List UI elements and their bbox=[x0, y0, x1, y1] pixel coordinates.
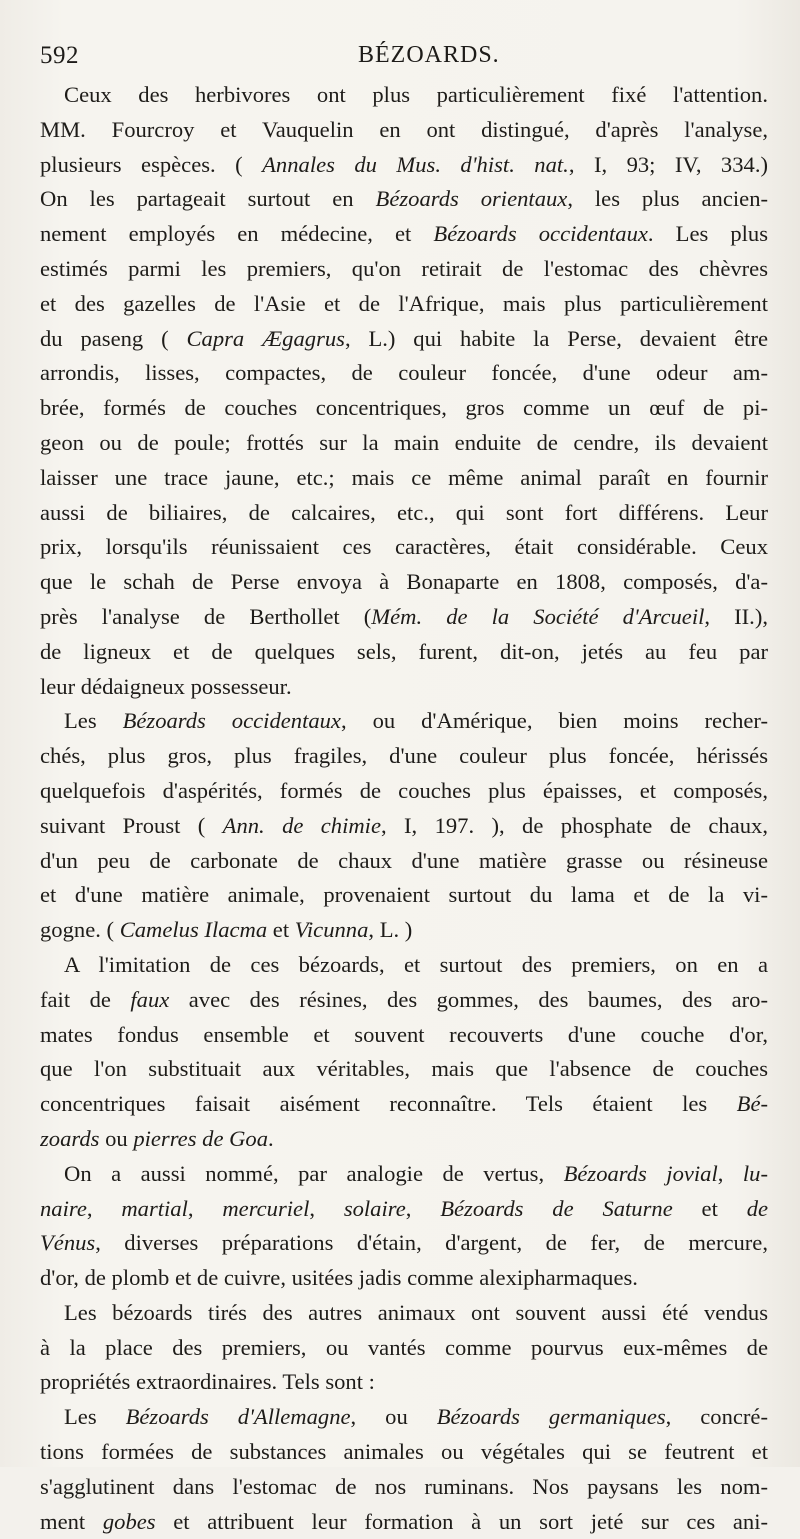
text-segment: gogne. ( bbox=[40, 917, 120, 943]
text-segment: que l'on substituait aux véritables, mais que l'absence de couches bbox=[40, 1056, 768, 1082]
text-segment: et bbox=[672, 1195, 747, 1221]
text-segment: , bbox=[309, 1195, 344, 1221]
text-line bbox=[40, 1192, 768, 1227]
text-segment: fait de bbox=[40, 986, 131, 1012]
italic-text: Bézoards occidentaux bbox=[122, 708, 341, 734]
text-segment: ou bbox=[99, 1125, 134, 1151]
text-segment: , II.), bbox=[704, 603, 768, 629]
text-line bbox=[40, 217, 768, 252]
italic-text: mercuriel bbox=[222, 1195, 310, 1221]
text-segment: , bbox=[717, 1160, 743, 1186]
text-segment: estimés parmi les premiers, qu'on retirait de l'estomac des chèvres bbox=[40, 255, 768, 281]
text-line bbox=[40, 739, 768, 774]
text-segment: chés, plus gros, plus fragiles, d'une couleur plus foncée, hérissés bbox=[40, 743, 768, 769]
text-segment: , concré- bbox=[665, 1404, 768, 1430]
text-line bbox=[40, 1505, 768, 1539]
text-line bbox=[40, 530, 768, 565]
text-line bbox=[40, 182, 768, 217]
text-line bbox=[40, 322, 768, 357]
text-segment: . Les plus bbox=[647, 221, 768, 247]
text-line bbox=[40, 913, 768, 948]
text-line bbox=[40, 1365, 768, 1400]
text-segment: arrondis, lisses, compactes, de couleur foncée, d'une odeur am- bbox=[40, 360, 768, 386]
text-line bbox=[40, 983, 768, 1018]
italic-text: faux bbox=[130, 986, 170, 1012]
italic-text: Camelus Ilacma bbox=[119, 917, 268, 943]
body-text bbox=[40, 78, 768, 1539]
text-segment: MM. Fourcroy et Vauquelin en ont distingué, d'après l'analyse, bbox=[40, 116, 768, 142]
text-line bbox=[40, 1122, 768, 1157]
page-header bbox=[40, 42, 770, 78]
text-line bbox=[40, 1087, 768, 1122]
text-line bbox=[40, 78, 768, 113]
text-segment: , I, 93; IV, 334.) bbox=[568, 151, 768, 177]
text-segment: quelquefois d'aspérités, formés de couches plus épaisses, et composés, bbox=[40, 777, 768, 803]
text-line bbox=[40, 113, 768, 148]
italic-text: Bézoards orientaux bbox=[375, 186, 568, 212]
text-line bbox=[40, 635, 768, 670]
text-line bbox=[40, 252, 768, 287]
text-segment: , L. ) bbox=[368, 917, 413, 943]
text-line bbox=[40, 148, 768, 183]
text-segment: geon ou de poule; frottés sur la main enduite de cendre, ils devaient bbox=[40, 429, 768, 455]
text-line bbox=[40, 878, 768, 913]
italic-text: de bbox=[746, 1195, 768, 1221]
text-line bbox=[40, 670, 768, 705]
text-segment: Les bbox=[64, 1404, 126, 1430]
text-segment: concentriques faisait aisément reconnaître. Tels étaient les bbox=[40, 1091, 737, 1117]
text-segment: s'agglutinent dans l'estomac de nos ruminans. Nos paysans les nom- bbox=[40, 1473, 768, 1499]
text-segment: , bbox=[86, 1195, 122, 1221]
text-segment: , L.) qui habite la Perse, devaient être bbox=[344, 325, 768, 351]
text-segment: On a aussi nommé, par analogie de vertus, bbox=[64, 1160, 564, 1186]
text-line bbox=[40, 844, 768, 879]
text-line bbox=[40, 1470, 768, 1505]
italic-text: Annales du Mus. d'hist. nat. bbox=[262, 151, 569, 177]
text-segment: du paseng ( bbox=[40, 325, 187, 351]
text-segment: brée, formés de couches concentriques, gros comme un œuf de pi- bbox=[40, 395, 768, 421]
text-segment: propriétés extraordinaires. Tels sont : bbox=[40, 1369, 375, 1395]
italic-text: gobes bbox=[102, 1508, 156, 1534]
page-number: 592 bbox=[40, 42, 79, 69]
italic-text: naire bbox=[40, 1195, 87, 1221]
text-line bbox=[40, 704, 768, 739]
text-segment: nement employés en médecine, et bbox=[40, 221, 434, 247]
text-line bbox=[40, 1226, 768, 1261]
italic-text: Mém. de la Société d'Arcueil bbox=[371, 603, 705, 629]
text-line bbox=[40, 287, 768, 322]
text-line bbox=[40, 565, 768, 600]
text-line bbox=[40, 1157, 768, 1192]
italic-text: Bézoards germaniques bbox=[436, 1404, 666, 1430]
text-line bbox=[40, 426, 768, 461]
text-line bbox=[40, 1018, 768, 1053]
italic-text: lu- bbox=[742, 1160, 768, 1186]
italic-text: martial bbox=[121, 1195, 188, 1221]
text-segment: d'un peu de carbonate de chaux d'une matière grasse ou résineuse bbox=[40, 847, 768, 873]
text-segment: et des gazelles de l'Asie et de l'Afrique, mais plus particulièrement bbox=[40, 290, 768, 316]
text-segment: et attribuent leur formation à un sort jeté sur ces ani- bbox=[155, 1508, 768, 1534]
italic-text: Ann. de chimie bbox=[222, 812, 381, 838]
text-segment: Ceux des herbivores ont plus particulièrement fixé l'attention. bbox=[64, 82, 768, 107]
text-line bbox=[40, 774, 768, 809]
text-segment: A l'imitation de ces bézoards, et surtout des premiers, on en a bbox=[64, 951, 768, 977]
text-segment: à la place des premiers, ou vantés comme pourvus eux-mêmes de bbox=[40, 1334, 768, 1360]
italic-text: solaire bbox=[343, 1195, 406, 1221]
text-segment: mates fondus ensemble et souvent recouverts d'une couche d'or, bbox=[40, 1021, 768, 1047]
text-segment: , les plus ancien- bbox=[567, 186, 768, 212]
italic-text: zoards bbox=[40, 1125, 100, 1151]
text-segment: Les bbox=[64, 708, 123, 734]
text-segment: , ou bbox=[350, 1404, 437, 1430]
text-segment: , I, 197. ), de phosphate de chaux, bbox=[381, 812, 768, 838]
text-segment: et d'une matière animale, provenaient surtout du lama et de la vi- bbox=[40, 882, 768, 908]
text-segment: tions formées de substances animales ou végétales qui se feutrent et bbox=[40, 1439, 768, 1465]
text-segment: ment bbox=[40, 1508, 103, 1534]
text-segment: Les bézoards tirés des autres animaux ont souvent aussi été vendus bbox=[64, 1299, 768, 1325]
italic-text: Bézoards de Saturne bbox=[440, 1195, 673, 1221]
text-segment: suivant Proust ( bbox=[40, 812, 223, 838]
text-line bbox=[40, 1435, 768, 1470]
italic-text: Bézoards jovial bbox=[563, 1160, 718, 1186]
italic-text: Vénus bbox=[40, 1230, 96, 1256]
text-segment: de ligneux et de quelques sels, furent, dit-on, jetés au feu par bbox=[40, 638, 768, 664]
italic-text: Bézoards d'Allemagne bbox=[125, 1404, 351, 1430]
text-line bbox=[40, 496, 768, 531]
text-segment: d'or, de plomb et de cuivre, usitées jadis comme alexipharmaques. bbox=[40, 1265, 638, 1291]
text-segment: que le schah de Perse envoya à Bonaparte en 1808, composés, d'a- bbox=[40, 569, 768, 595]
text-segment: , ou d'Amérique, bien moins recher- bbox=[340, 708, 768, 734]
text-line bbox=[40, 948, 768, 983]
text-segment: prix, lorsqu'ils réunissaient ces caractères, était considérable. Ceux bbox=[40, 534, 768, 560]
text-segment: , diverses préparations d'étain, d'argent, de fer, de mercure, bbox=[95, 1230, 768, 1256]
text-segment: , bbox=[405, 1195, 441, 1221]
text-line bbox=[40, 1261, 768, 1296]
text-line bbox=[40, 1400, 768, 1435]
italic-text: Bé- bbox=[736, 1091, 768, 1117]
text-segment: On les partageait surtout en bbox=[40, 186, 376, 212]
text-line bbox=[40, 809, 768, 844]
text-segment: avec des résines, des gommes, des baumes, des aro- bbox=[169, 986, 768, 1012]
text-segment: plusieurs espèces. ( bbox=[40, 151, 263, 177]
text-segment: . bbox=[268, 1125, 274, 1151]
text-line bbox=[40, 356, 768, 391]
italic-text: Bézoards occidentaux bbox=[433, 221, 648, 247]
text-segment: leur dédaigneux possesseur. bbox=[40, 673, 292, 699]
italic-text: Capra Ægagrus bbox=[186, 325, 345, 351]
text-segment: et bbox=[267, 917, 295, 943]
text-segment: aussi de biliaires, de calcaires, etc., qui sont fort différens. Leur bbox=[40, 499, 768, 525]
italic-text: pierres de Goa bbox=[133, 1125, 269, 1151]
text-segment: près l'analyse de Berthollet ( bbox=[40, 603, 372, 629]
text-line bbox=[40, 1052, 768, 1087]
text-line bbox=[40, 461, 768, 496]
italic-text: Vicunna bbox=[294, 917, 369, 943]
text-segment: , bbox=[187, 1195, 223, 1221]
text-segment: laisser une trace jaune, etc.; mais ce même animal paraît en fournir bbox=[40, 464, 768, 490]
text-line bbox=[40, 391, 768, 426]
text-line bbox=[40, 1296, 768, 1331]
text-line bbox=[40, 1331, 768, 1366]
running-title: BÉZOARDS. bbox=[358, 42, 500, 68]
text-line bbox=[40, 600, 768, 635]
